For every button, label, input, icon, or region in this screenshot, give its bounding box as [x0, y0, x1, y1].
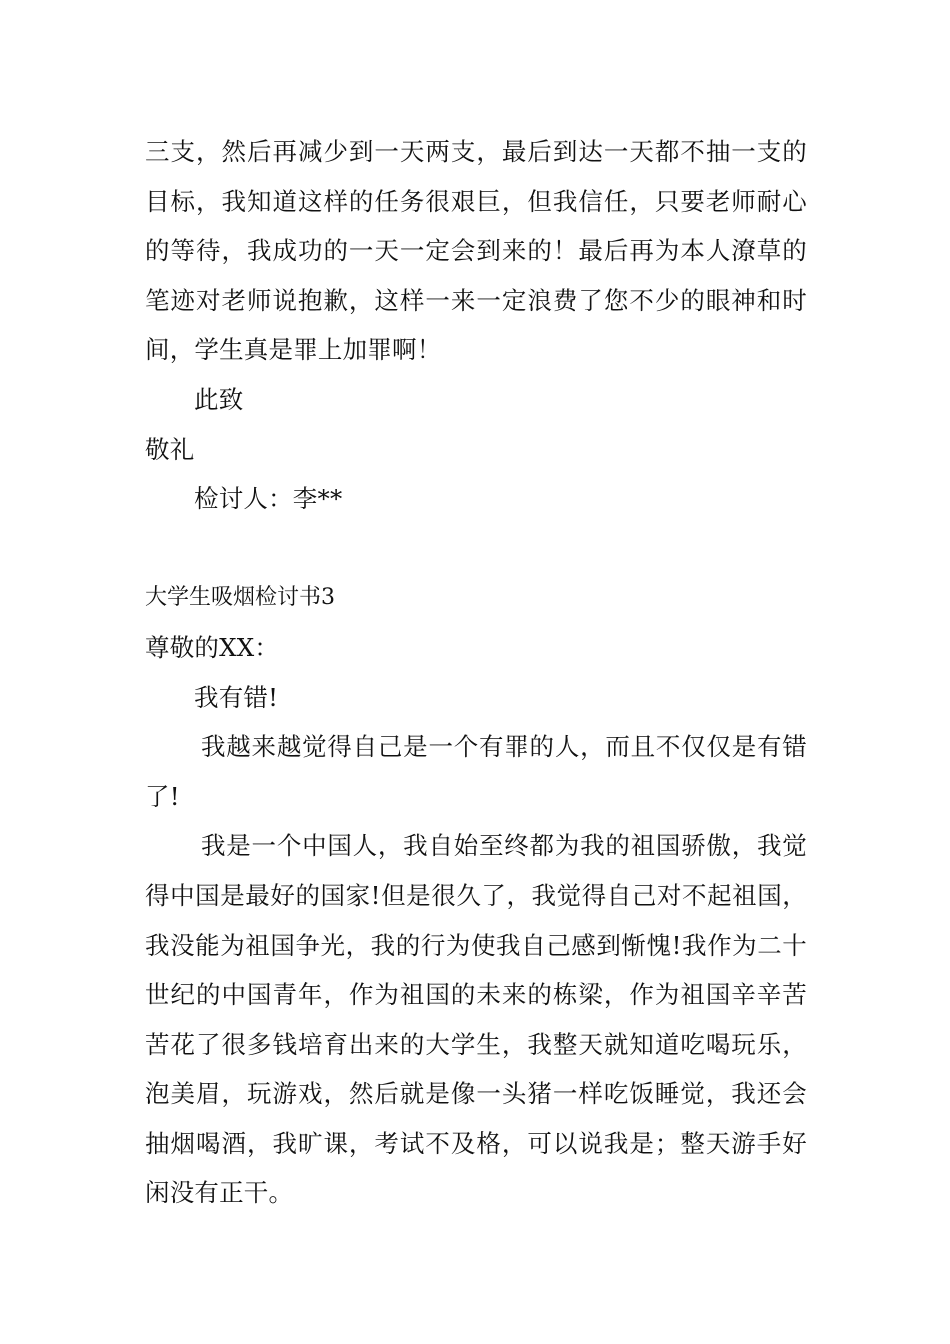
closing-ci-zhi: 此致 [194, 384, 244, 414]
section-gap [145, 524, 807, 574]
salutation: 尊敬的XX： [145, 632, 280, 662]
section-title: 大学生吸烟检讨书3 [145, 585, 335, 611]
closing-jing-li: 敬礼 [145, 434, 195, 464]
paragraph-guilty: 我越来越觉得自己是一个有罪的人，而且不仅仅是有错了! [145, 732, 807, 811]
paragraph-chinese-person: 我是一个中国人，我自始至终都为我的祖国骄傲，我觉得中国是最好的国家!但是很久了，我觉得自己对不起祖国，我没能为祖国争光，我的行为使我自己感到惭愧!我作为二十世纪的中国青年，作为祖国的未来的栋梁，作为祖国辛辛苦苦花了很多钱培育出来的大学生，我整天就知道吃喝玩乐，泡美眉，玩游戏，然后就是像一头猪一样吃饭睡觉，我还会抽烟喝酒，我旷课，考试不及格，可以说我是；整天游手好闲没有正干。 [145, 831, 807, 1208]
document-body [145, 127, 807, 1218]
signature-line: 检讨人：李** [194, 484, 343, 514]
paragraph-continuation: 三支，然后再减少到一天两支，最后到达一天都不抽一支的目标，我知道这样的任务很艰巨，但我信任，只要老师耐心的等待，我成功的一天一定会到来的！最后再为本人潦草的笔迹对老师说抱歉，这样一来一定浪费了您不少的眼神和时间，学生真是罪上加罪啊！ [145, 137, 807, 365]
paragraph-i-was-wrong: 我有错! [194, 682, 279, 712]
